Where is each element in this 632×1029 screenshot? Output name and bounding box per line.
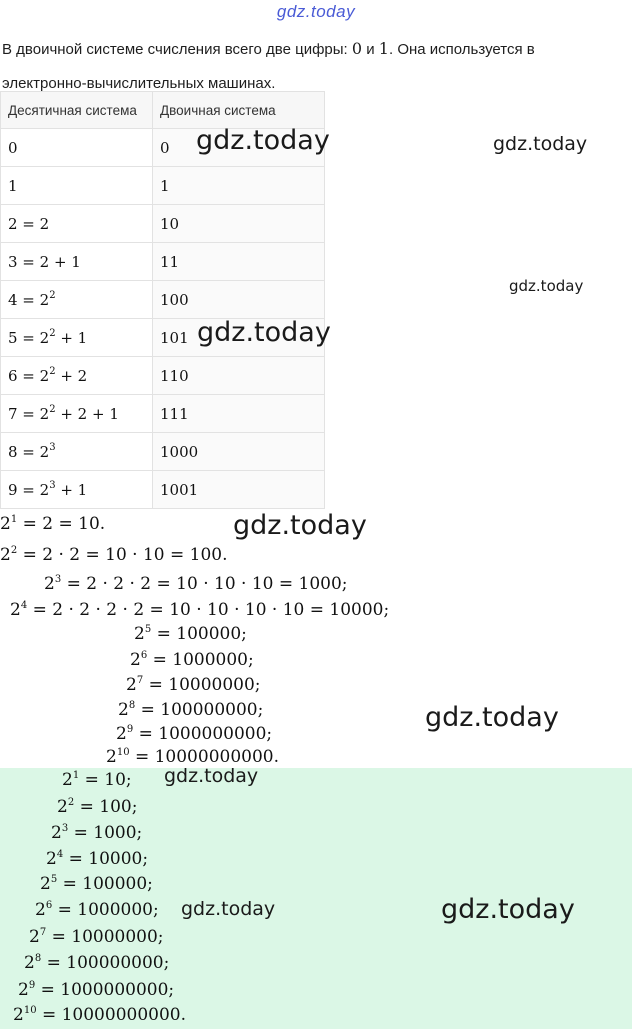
power-exponent: 3 <box>61 823 69 834</box>
table-row <box>1 167 325 205</box>
decimal-expr: 6 = 2 <box>8 366 50 385</box>
equation-line <box>116 724 272 744</box>
power-base: 2 <box>18 980 29 1000</box>
power-base: 2 <box>24 953 35 973</box>
equation-rest: = 10000000000. <box>36 1005 186 1025</box>
equation-rest: = 1000; <box>68 823 143 843</box>
intro-digit-zero: 0 <box>351 39 363 58</box>
decimal-exponent: 2 <box>49 327 56 339</box>
decimal-exponent: 2 <box>49 365 56 377</box>
table-row <box>1 243 325 281</box>
power-exponent: 3 <box>54 574 62 585</box>
equation-rest: = 10000; <box>63 849 149 869</box>
power-exponent: 10 <box>23 1005 37 1016</box>
equation-rest: = 100000; <box>57 874 153 894</box>
binary-cell: 1001 <box>153 471 325 509</box>
decimal-exponent: 3 <box>49 479 56 491</box>
decimal-cell <box>1 167 153 205</box>
decimal-cell <box>1 357 153 395</box>
power-exponent: 5 <box>50 874 58 885</box>
table-row <box>1 357 325 395</box>
equation-rest: = 2 · 2 = 10 · 10 = 100. <box>17 545 228 565</box>
equation-rest: = 1000000; <box>52 900 159 920</box>
equation-line <box>18 980 174 1000</box>
equation-line <box>62 770 132 790</box>
power-exponent: 6 <box>45 900 53 911</box>
power-base: 2 <box>57 797 68 817</box>
power-base: 2 <box>35 900 46 920</box>
intro-text-1: В двоичной системе счисления всего две цифры: <box>2 41 352 58</box>
table-row <box>1 395 325 433</box>
power-exponent: 7 <box>136 675 144 686</box>
equation-rest: = 1000000; <box>147 650 254 670</box>
binary-cell: 0 <box>153 129 325 167</box>
binary-cell: 1 <box>153 167 325 205</box>
equation-line <box>118 700 263 720</box>
watermark: gdz.today <box>197 317 331 348</box>
watermark: gdz.today <box>493 133 588 155</box>
power-base: 2 <box>0 514 11 534</box>
equation-line <box>57 797 137 817</box>
equation-rest: = 10000000; <box>143 675 261 695</box>
power-exponent: 8 <box>128 700 136 711</box>
power-base: 2 <box>29 927 40 947</box>
power-exponent: 1 <box>72 770 80 781</box>
equation-rest: = 100000000; <box>135 700 264 720</box>
watermark: gdz.today <box>441 894 575 925</box>
decimal-cell <box>1 471 153 509</box>
equation-rest: = 10000000000. <box>129 747 279 767</box>
equation-rest: = 2 · 2 · 2 = 10 · 10 · 10 = 1000; <box>61 574 348 594</box>
equation-line <box>51 823 142 843</box>
decimal-cell <box>1 205 153 243</box>
power-exponent: 9 <box>28 980 36 991</box>
table-header-row <box>1 92 325 129</box>
watermark: gdz.today <box>425 702 559 733</box>
binary-cell: 100 <box>153 281 325 319</box>
decimal-expr: 4 = 2 <box>8 290 50 309</box>
equation-line <box>40 874 153 894</box>
power-exponent: 10 <box>116 747 130 758</box>
power-exponent: 1 <box>10 514 18 525</box>
watermark: gdz.today <box>509 277 584 295</box>
equation-line <box>46 849 148 869</box>
power-base: 2 <box>116 724 127 744</box>
decimal-expr: 0 <box>8 138 18 157</box>
equation-rest: = 100000; <box>151 624 247 644</box>
watermark: gdz.today <box>233 510 367 541</box>
power-exponent: 5 <box>144 624 152 635</box>
table-row <box>1 471 325 509</box>
binary-cell: 111 <box>153 395 325 433</box>
equation-line <box>126 675 261 695</box>
equation-rest: = 2 · 2 · 2 · 2 = 10 · 10 · 10 · 10 = 10000; <box>27 600 390 620</box>
power-exponent: 8 <box>34 953 42 964</box>
watermark: gdz.today <box>181 898 276 920</box>
power-base: 2 <box>44 574 55 594</box>
equation-line <box>106 747 279 767</box>
table-row <box>1 205 325 243</box>
decimal-rest: + 2 + 1 <box>55 404 119 423</box>
decimal-cell <box>1 243 153 281</box>
power-base: 2 <box>118 700 129 720</box>
decimal-expr: 5 = 2 <box>8 328 50 347</box>
equation-rest: = 2 = 10. <box>17 514 106 534</box>
power-exponent: 2 <box>67 797 75 808</box>
power-base: 2 <box>40 874 51 894</box>
equation-line <box>0 545 228 565</box>
equation-line <box>35 900 159 920</box>
header-binary: Двоичная система <box>153 92 325 129</box>
power-exponent: 7 <box>39 927 47 938</box>
decimal-expr: 9 = 2 <box>8 480 50 499</box>
equation-line <box>24 953 169 973</box>
binary-cell: 1000 <box>153 433 325 471</box>
equation-rest: = 100; <box>74 797 138 817</box>
power-base: 2 <box>130 650 141 670</box>
power-base: 2 <box>134 624 145 644</box>
equation-rest: = 100000000; <box>41 953 170 973</box>
header-decimal: Десятичная система <box>1 92 153 129</box>
intro-text-2: и <box>362 41 379 58</box>
intro-digit-one: 1 <box>378 39 389 58</box>
power-exponent: 4 <box>20 600 28 611</box>
decimal-rest: + 1 <box>55 480 88 499</box>
equation-line <box>10 600 389 620</box>
decimal-rest: + 1 <box>55 328 88 347</box>
equation-rest: = 10000000; <box>46 927 164 947</box>
power-base: 2 <box>126 675 137 695</box>
table-row <box>1 433 325 471</box>
decimal-cell <box>1 129 153 167</box>
table-row <box>1 281 325 319</box>
equation-rest: = 10; <box>79 770 132 790</box>
decimal-expr: 1 <box>8 176 18 195</box>
equation-line <box>130 650 254 670</box>
binary-cell: 10 <box>153 205 325 243</box>
intro-text-3: . Она используется в электронно-вычислительных машинах. <box>2 41 535 92</box>
equation-line <box>0 514 105 534</box>
decimal-cell <box>1 319 153 357</box>
power-base: 2 <box>51 823 62 843</box>
power-exponent: 6 <box>140 650 148 661</box>
power-base: 2 <box>106 747 117 767</box>
equation-line <box>44 574 348 594</box>
binary-cell: 110 <box>153 357 325 395</box>
watermark: gdz.today <box>164 765 259 787</box>
equation-line <box>134 624 247 644</box>
binary-cell: 101 <box>153 319 325 357</box>
decimal-expr: 2 = 2 <box>8 214 50 233</box>
watermark: gdz.today <box>196 125 330 156</box>
equation-line <box>13 1005 186 1025</box>
power-base: 2 <box>13 1005 24 1025</box>
equation-rest: = 1000000000; <box>133 724 273 744</box>
power-exponent: 9 <box>126 724 134 735</box>
site-logo[interactable]: gdz.today <box>276 2 356 21</box>
decimal-cell <box>1 395 153 433</box>
decimal-exponent: 2 <box>49 289 56 301</box>
decimal-expr: 3 = 2 + 1 <box>8 252 81 271</box>
decimal-exponent: 2 <box>49 403 56 415</box>
decimal-expr: 7 = 2 <box>8 404 50 423</box>
decimal-rest: + 2 <box>55 366 88 385</box>
binary-cell: 11 <box>153 243 325 281</box>
decimal-cell <box>1 433 153 471</box>
power-base: 2 <box>0 545 11 565</box>
power-exponent: 4 <box>56 849 64 860</box>
power-base: 2 <box>46 849 57 869</box>
decimal-expr: 8 = 2 <box>8 442 50 461</box>
equation-rest: = 1000000000; <box>35 980 175 1000</box>
decimal-cell <box>1 281 153 319</box>
power-base: 2 <box>10 600 21 620</box>
power-exponent: 2 <box>10 545 18 556</box>
power-base: 2 <box>62 770 73 790</box>
equation-line <box>29 927 164 947</box>
decimal-exponent: 3 <box>49 441 56 453</box>
